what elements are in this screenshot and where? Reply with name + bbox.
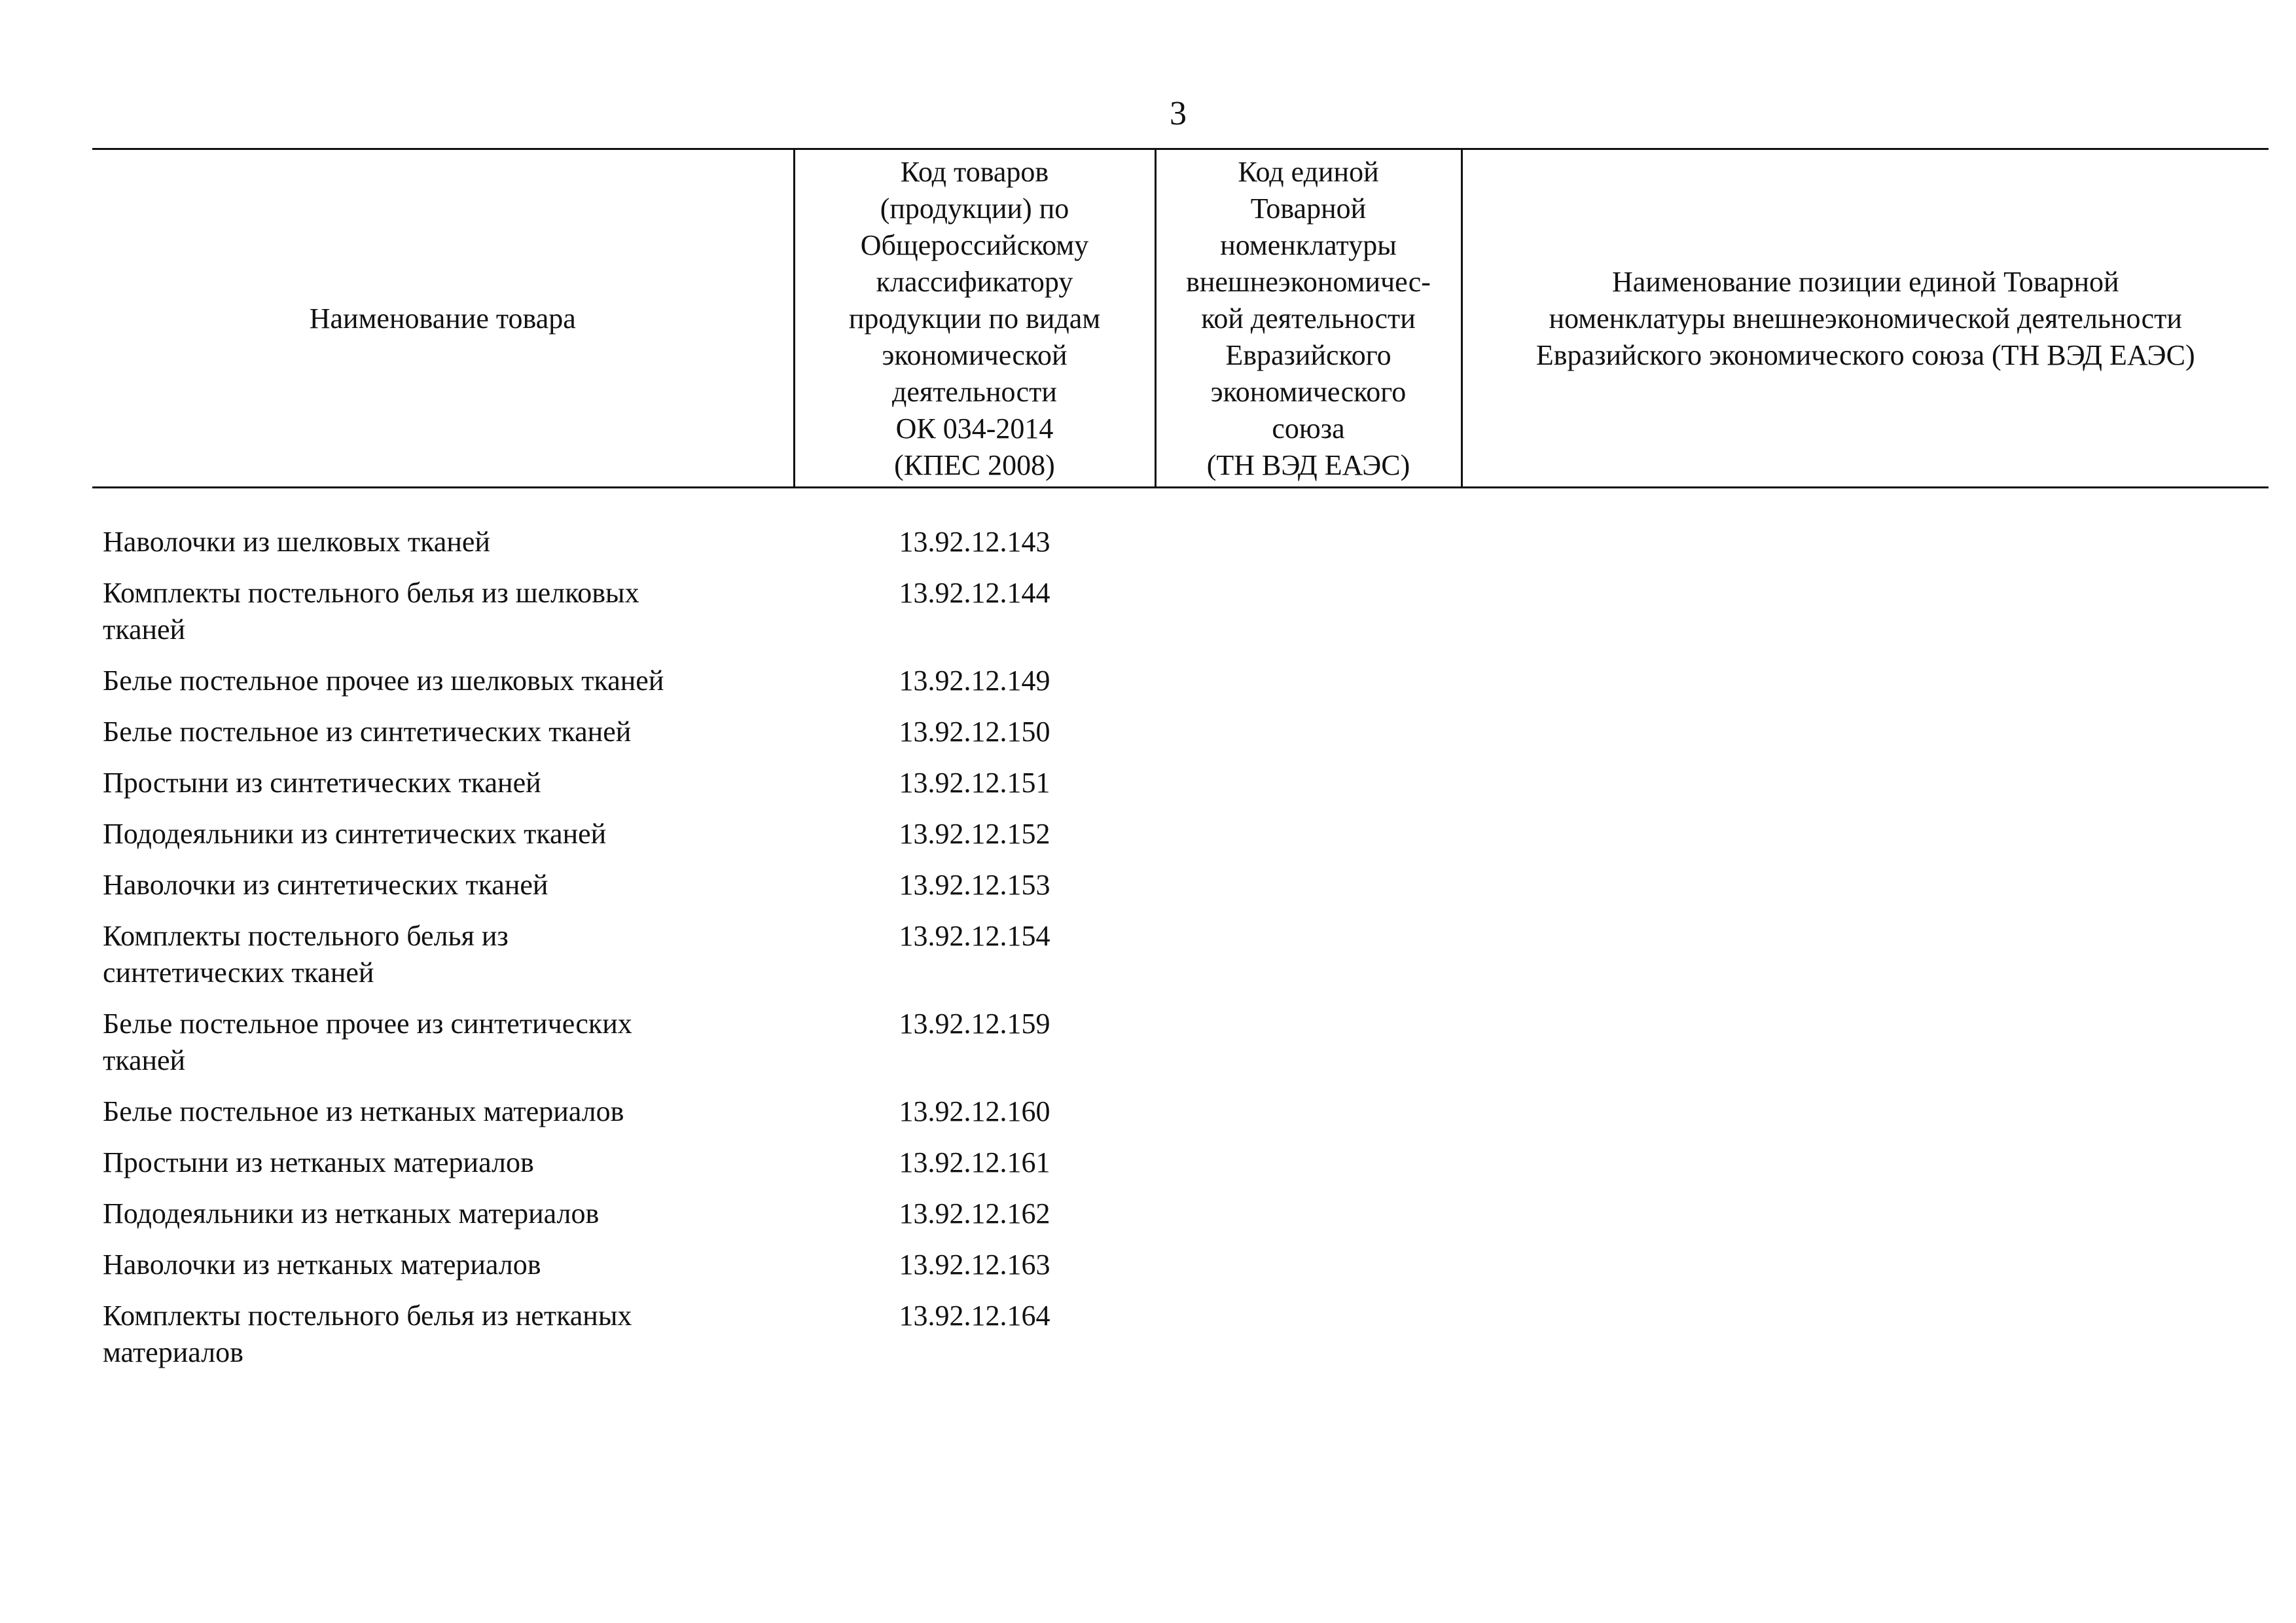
okpd2-code: 13.92.12.159 (899, 1008, 1050, 1040)
table-row (92, 867, 2269, 918)
header-spacer-row (92, 488, 2269, 524)
tnved-position-name-cell (1462, 1144, 2269, 1195)
okpd2-code: 13.92.12.164 (899, 1300, 1050, 1332)
table-row (92, 918, 2269, 1006)
tnved-code-cell (1155, 575, 1462, 663)
product-name-cell (92, 714, 794, 765)
tnved-code-cell (1155, 714, 1462, 765)
product-name: Наволочки из синтетических тканей (103, 869, 548, 901)
header-tnved-code-text: Код единой Товарной номенклатуры внешнеэкономичес- кой деятельности Евразийского экономического союза (ТН ВЭД ЕАЭС) (1186, 156, 1431, 481)
okpd2-code-cell (794, 575, 1155, 663)
product-name: Белье постельное из нетканых материалов (103, 1095, 624, 1127)
tnved-position-name-cell (1462, 816, 2269, 867)
product-name-cell (92, 816, 794, 867)
okpd2-code-cell (794, 918, 1155, 1006)
product-name: Пододеяльники из нетканых материалов (103, 1197, 600, 1230)
okpd2-code: 13.92.12.152 (899, 818, 1050, 850)
product-name: Наволочки из шелковых тканей (103, 526, 490, 558)
product-name: Комплекты постельного белья из синтетических тканей (103, 920, 509, 989)
table-row (92, 1298, 2269, 1385)
header-tnved-position-name (1462, 149, 2269, 488)
okpd2-code: 13.92.12.154 (899, 920, 1050, 952)
page-number: 3 (1170, 95, 1187, 132)
header-okpd2-code (794, 149, 1155, 488)
okpd2-code-cell (794, 663, 1155, 714)
tnved-position-name-cell (1462, 1093, 2269, 1144)
tnved-position-name-cell (1462, 1298, 2269, 1385)
tnved-code-cell (1155, 816, 1462, 867)
okpd2-code-cell (794, 1093, 1155, 1144)
tnved-code-cell (1155, 918, 1462, 1006)
tnved-position-name-cell (1462, 575, 2269, 663)
okpd2-code-cell (794, 1144, 1155, 1195)
product-name-cell (92, 867, 794, 918)
product-name: Пододеяльники из синтетических тканей (103, 818, 607, 850)
product-name-cell (92, 1006, 794, 1093)
product-name-cell (92, 1093, 794, 1144)
okpd2-code: 13.92.12.144 (899, 577, 1050, 609)
tnved-code-cell (1155, 1195, 1462, 1247)
tnved-position-name-cell (1462, 714, 2269, 765)
table-row (92, 1144, 2269, 1195)
product-name: Белье постельное из синтетических тканей (103, 716, 632, 748)
okpd2-code-cell (794, 765, 1155, 816)
okpd2-code: 13.92.12.160 (899, 1095, 1050, 1127)
header-product-name-text: Наименование товара (309, 302, 576, 335)
tnved-position-name-cell (1462, 1247, 2269, 1298)
table-row (92, 1247, 2269, 1298)
okpd2-code: 13.92.12.149 (899, 665, 1050, 697)
header-okpd2-code-text: Код товаров (продукции) по Общероссийскому классификатору продукции по видам экономической деятельности ОК 034-2014 (КПЕС 2008) (848, 156, 1101, 481)
table-row (92, 816, 2269, 867)
table-row (92, 575, 2269, 663)
okpd2-code: 13.92.12.150 (899, 716, 1050, 748)
okpd2-code: 13.92.12.163 (899, 1249, 1050, 1281)
okpd2-code-cell (794, 1298, 1155, 1385)
product-name-cell (92, 1298, 794, 1385)
tnved-position-name-cell (1462, 1195, 2269, 1247)
tnved-code-cell (1155, 1006, 1462, 1093)
tnved-position-name-cell (1462, 765, 2269, 816)
okpd2-code-cell (794, 816, 1155, 867)
table-row (92, 1006, 2269, 1093)
header-tnved-code (1155, 149, 1462, 488)
product-name: Белье постельное прочее из шелковых тканей (103, 665, 664, 697)
tnved-code-cell (1155, 1144, 1462, 1195)
tnved-code-cell (1155, 663, 1462, 714)
product-name: Белье постельное прочее из синтетических тканей (103, 1008, 632, 1076)
okpd2-code-cell (794, 714, 1155, 765)
spacer-cell (92, 488, 2269, 524)
table-body (92, 488, 2269, 1386)
product-name-cell (92, 1144, 794, 1195)
product-name: Простыни из нетканых материалов (103, 1146, 534, 1178)
product-name: Комплекты постельного белья из нетканых материалов (103, 1300, 632, 1368)
okpd2-code: 13.92.12.162 (899, 1197, 1050, 1230)
okpd2-code: 13.92.12.161 (899, 1146, 1050, 1178)
table-row (92, 765, 2269, 816)
tnved-position-name-cell (1462, 867, 2269, 918)
header-product-name (92, 149, 794, 488)
table-row (92, 524, 2269, 575)
header-tnved-position-name-text: Наименование позиции единой Товарной номенклатуры внешнеэкономической деятельности Евразийского экономического союза (ТН ВЭД ЕАЭС) (1535, 266, 2195, 371)
product-name-cell (92, 918, 794, 1006)
okpd2-code-cell (794, 1247, 1155, 1298)
okpd2-code-cell (794, 524, 1155, 575)
tnved-position-name-cell (1462, 1006, 2269, 1093)
table-header (92, 149, 2269, 488)
table-row (92, 714, 2269, 765)
tnved-code-cell (1155, 1247, 1462, 1298)
tnved-code-cell (1155, 1093, 1462, 1144)
tnved-code-cell (1155, 867, 1462, 918)
okpd2-code: 13.92.12.151 (899, 767, 1050, 799)
header-row (92, 149, 2269, 488)
product-name-cell (92, 663, 794, 714)
tnved-position-name-cell (1462, 524, 2269, 575)
product-name-cell (92, 575, 794, 663)
product-name-cell (92, 524, 794, 575)
product-name: Комплекты постельного белья из шелковых тканей (103, 577, 639, 646)
goods-classification-table (92, 148, 2269, 1385)
product-name-cell (92, 1195, 794, 1247)
tnved-code-cell (1155, 1298, 1462, 1385)
tnved-position-name-cell (1462, 918, 2269, 1006)
tnved-code-cell (1155, 765, 1462, 816)
okpd2-code: 13.92.12.153 (899, 869, 1050, 901)
product-name: Наволочки из нетканых материалов (103, 1249, 541, 1281)
product-name: Простыни из синтетических тканей (103, 767, 541, 799)
table-row (92, 1195, 2269, 1247)
tnved-position-name-cell (1462, 663, 2269, 714)
okpd2-code-cell (794, 1195, 1155, 1247)
product-name-cell (92, 765, 794, 816)
table-row (92, 663, 2269, 714)
product-name-cell (92, 1247, 794, 1298)
okpd2-code-cell (794, 867, 1155, 918)
okpd2-code-cell (794, 1006, 1155, 1093)
okpd2-code: 13.92.12.143 (899, 526, 1050, 558)
tnved-code-cell (1155, 524, 1462, 575)
table-row (92, 1093, 2269, 1144)
